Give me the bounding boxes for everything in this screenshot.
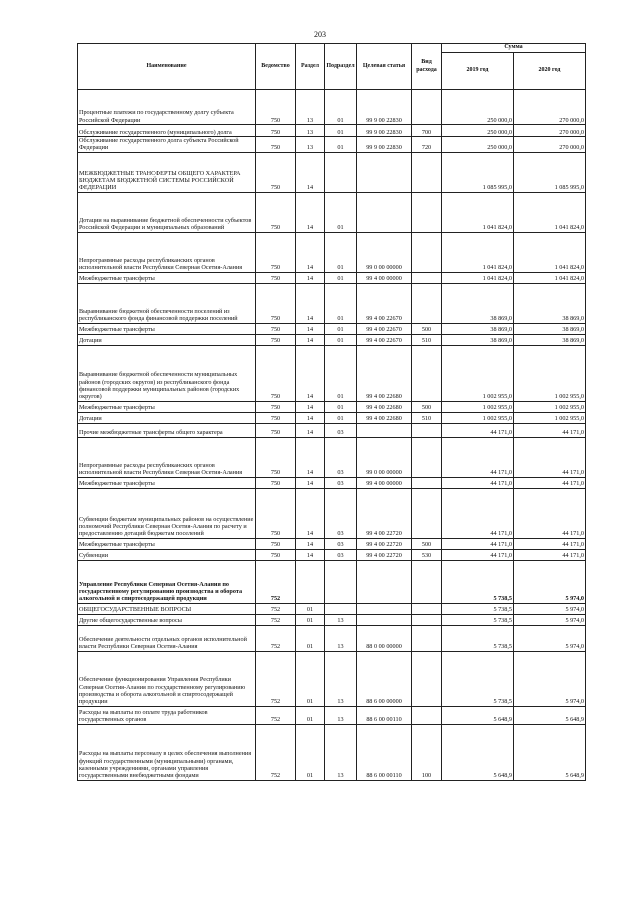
row-name: Непрограммные расходы республиканских органов исполнительной власти Республики Северная Осетия-Алания [78, 232, 256, 272]
row-subsection [325, 603, 357, 614]
row-dept: 750 [256, 477, 296, 488]
row-target: 99 4 00 00000 [357, 272, 412, 283]
row-subsection: 13 [325, 706, 357, 724]
row-name: Субвенции [78, 549, 256, 560]
row-subsection [325, 560, 357, 603]
row-value-2019: 5 738,5 [442, 614, 514, 625]
row-section: 14 [296, 272, 325, 283]
row-value-2020: 44 171,0 [514, 423, 586, 437]
row-dept: 752 [256, 724, 296, 780]
row-value-2019: 250 000,0 [442, 125, 514, 137]
row-value-2019: 250 000,0 [442, 137, 514, 153]
row-name: Дотации [78, 334, 256, 345]
row-name: Управление Республики Северная Осетия-Алания по государственному регулированию производства и оборота алкогольной и спиртосодержащей продукции [78, 560, 256, 603]
row-target: 99 0 00 00000 [357, 437, 412, 477]
row-dept: 750 [256, 232, 296, 272]
row-section: 01 [296, 603, 325, 614]
row-dept: 750 [256, 345, 296, 401]
row-subsection: 03 [325, 437, 357, 477]
row-value-2019: 44 171,0 [442, 538, 514, 549]
row-dept: 750 [256, 152, 296, 192]
header-section: Раздел [296, 44, 325, 90]
row-value-2020: 38 869,0 [514, 283, 586, 323]
row-name: Прочие межбюджетные трансферты общего характера [78, 423, 256, 437]
row-value-2020: 5 648,9 [514, 724, 586, 780]
table-row [78, 614, 586, 625]
row-target [357, 560, 412, 603]
table-row [78, 603, 586, 614]
row-value-2020: 1 002 955,0 [514, 401, 586, 412]
row-name: Дотации [78, 412, 256, 423]
header-target: Целевая статья [357, 44, 412, 90]
table-row [78, 90, 586, 125]
row-value-2020: 1 041 824,0 [514, 232, 586, 272]
row-type: 500 [412, 538, 442, 549]
table-row [78, 283, 586, 323]
row-value-2019: 5 738,5 [442, 560, 514, 603]
row-target: 88 6 00 00110 [357, 706, 412, 724]
row-section: 01 [296, 625, 325, 651]
row-subsection: 03 [325, 477, 357, 488]
row-type [412, 560, 442, 603]
row-section: 13 [296, 125, 325, 137]
row-value-2020: 270 000,0 [514, 125, 586, 137]
row-section: 14 [296, 192, 325, 232]
row-type [412, 345, 442, 401]
row-dept: 750 [256, 272, 296, 283]
header-dept: Ведомство [256, 44, 296, 90]
budget-table [77, 43, 586, 781]
row-subsection: 01 [325, 90, 357, 125]
row-section: 14 [296, 232, 325, 272]
row-section: 14 [296, 401, 325, 412]
row-name: Межбюджетные трансферты [78, 538, 256, 549]
row-dept: 752 [256, 560, 296, 603]
row-target: 88 6 00 00110 [357, 724, 412, 780]
row-subsection: 01 [325, 412, 357, 423]
row-value-2020: 38 869,0 [514, 323, 586, 334]
row-value-2020: 5 974,0 [514, 625, 586, 651]
row-target [357, 192, 412, 232]
row-value-2020: 5 974,0 [514, 603, 586, 614]
row-section: 14 [296, 477, 325, 488]
row-value-2019: 38 869,0 [442, 283, 514, 323]
row-value-2020: 5 974,0 [514, 651, 586, 706]
row-name: Расходы на выплаты по оплате труда работников государственных органов [78, 706, 256, 724]
row-value-2019: 1 002 955,0 [442, 345, 514, 401]
row-subsection [325, 152, 357, 192]
row-value-2019: 1 085 995,0 [442, 152, 514, 192]
row-dept: 750 [256, 283, 296, 323]
row-value-2019: 5 738,5 [442, 625, 514, 651]
row-target: 99 4 00 00000 [357, 477, 412, 488]
row-type: 500 [412, 401, 442, 412]
table-header [78, 44, 586, 90]
row-value-2020: 44 171,0 [514, 437, 586, 477]
row-name: Обеспечение функционирования Управления Республики Северная Осетия-Алания по государственному регулированию производства и оборота алкогольной и спиртосодержащей продукции [78, 651, 256, 706]
table-row [78, 477, 586, 488]
row-section: 14 [296, 283, 325, 323]
row-subsection: 13 [325, 625, 357, 651]
row-target [357, 423, 412, 437]
table-row [78, 192, 586, 232]
row-value-2019: 5 648,9 [442, 724, 514, 780]
row-value-2020: 5 974,0 [514, 560, 586, 603]
row-type [412, 272, 442, 283]
row-target: 99 4 00 22670 [357, 334, 412, 345]
row-dept: 750 [256, 488, 296, 538]
row-name: Другие общегосударственные вопросы [78, 614, 256, 625]
row-section: 14 [296, 538, 325, 549]
row-target [357, 614, 412, 625]
row-section: 01 [296, 706, 325, 724]
header-2019: 2019 год [442, 53, 514, 90]
row-section: 13 [296, 90, 325, 125]
header-subsection: Подраздел [325, 44, 357, 90]
row-type [412, 625, 442, 651]
row-section: 01 [296, 724, 325, 780]
header-sum: Сумма [442, 44, 586, 53]
row-value-2019: 1 041 824,0 [442, 232, 514, 272]
row-target: 99 9 00 22830 [357, 137, 412, 153]
row-type [412, 488, 442, 538]
row-target: 99 4 00 22670 [357, 283, 412, 323]
row-subsection: 13 [325, 651, 357, 706]
row-section: 14 [296, 412, 325, 423]
table-row [78, 323, 586, 334]
table-row [78, 401, 586, 412]
row-subsection: 01 [325, 137, 357, 153]
row-type [412, 437, 442, 477]
row-subsection: 03 [325, 549, 357, 560]
row-name: Обеспечение деятельности отдельных органов исполнительной власти Республики Северная Осетия-Алания [78, 625, 256, 651]
row-dept: 752 [256, 603, 296, 614]
header-type: Вид расхода [412, 44, 442, 90]
row-subsection: 01 [325, 345, 357, 401]
row-subsection: 01 [325, 192, 357, 232]
row-subsection: 03 [325, 423, 357, 437]
row-target: 99 4 00 22680 [357, 401, 412, 412]
table-row [78, 137, 586, 153]
table-row [78, 272, 586, 283]
table-body [78, 90, 586, 781]
row-type: 500 [412, 323, 442, 334]
row-name: Процентные платежи по государственному долгу субъекта Российской Федерации [78, 90, 256, 125]
row-value-2020: 5 648,9 [514, 706, 586, 724]
row-value-2019: 44 171,0 [442, 437, 514, 477]
row-dept: 750 [256, 334, 296, 345]
row-subsection: 01 [325, 323, 357, 334]
row-value-2019: 1 041 824,0 [442, 192, 514, 232]
row-dept: 750 [256, 401, 296, 412]
row-section: 14 [296, 423, 325, 437]
row-type [412, 192, 442, 232]
row-name: Межбюджетные трансферты [78, 477, 256, 488]
row-value-2020: 1 041 824,0 [514, 192, 586, 232]
row-value-2019: 38 869,0 [442, 323, 514, 334]
row-value-2019: 1 002 955,0 [442, 412, 514, 423]
table-row [78, 423, 586, 437]
row-type [412, 614, 442, 625]
header-name: Наименование [78, 44, 256, 90]
table-row [78, 706, 586, 724]
row-type: 720 [412, 137, 442, 153]
table-row [78, 560, 586, 603]
row-subsection: 01 [325, 272, 357, 283]
row-name: Межбюджетные трансферты [78, 401, 256, 412]
row-value-2019: 5 738,5 [442, 603, 514, 614]
row-target: 88 6 00 00000 [357, 651, 412, 706]
row-section: 14 [296, 323, 325, 334]
page-number: 203 [314, 30, 326, 39]
row-value-2020: 44 171,0 [514, 477, 586, 488]
row-dept: 750 [256, 423, 296, 437]
row-type [412, 477, 442, 488]
row-target: 99 4 00 22670 [357, 323, 412, 334]
row-type: 510 [412, 334, 442, 345]
row-name: Выравнивание бюджетной обеспеченности поселений из республиканского фонда финансовой поддержки поселений [78, 283, 256, 323]
row-value-2020: 5 974,0 [514, 614, 586, 625]
row-section: 14 [296, 152, 325, 192]
row-subsection: 01 [325, 334, 357, 345]
row-value-2020: 1 085 995,0 [514, 152, 586, 192]
row-dept: 752 [256, 651, 296, 706]
row-type: 530 [412, 549, 442, 560]
row-dept: 750 [256, 90, 296, 125]
row-value-2019: 44 171,0 [442, 488, 514, 538]
row-value-2020: 44 171,0 [514, 488, 586, 538]
table-row [78, 152, 586, 192]
row-section: 14 [296, 345, 325, 401]
table-row [78, 549, 586, 560]
row-subsection: 03 [325, 488, 357, 538]
row-type: 700 [412, 125, 442, 137]
row-subsection: 03 [325, 538, 357, 549]
table-row [78, 232, 586, 272]
row-subsection: 01 [325, 401, 357, 412]
row-target: 99 0 00 00000 [357, 232, 412, 272]
row-target: 99 9 00 22830 [357, 125, 412, 137]
row-value-2019: 38 869,0 [442, 334, 514, 345]
table-row [78, 334, 586, 345]
row-target: 99 4 00 22680 [357, 345, 412, 401]
row-section: 14 [296, 549, 325, 560]
row-name: Расходы на выплаты персоналу в целях обеспечения выполнения функций государственными (муниципальными) органами, казенными учреждениями, органами управления государственными внебюджетными фондами [78, 724, 256, 780]
row-name: МЕЖБЮДЖЕТНЫЕ ТРАНСФЕРТЫ ОБЩЕГО ХАРАКТЕРА БЮДЖЕТАМ БЮДЖЕТНОЙ СИСТЕМЫ РОССИЙСКОЙ ФЕДЕРАЦИИ [78, 152, 256, 192]
row-dept: 750 [256, 549, 296, 560]
table-row [78, 437, 586, 477]
row-value-2020: 38 869,0 [514, 334, 586, 345]
row-type [412, 603, 442, 614]
header-2020: 2020 год [514, 53, 586, 90]
row-name: Непрограммные расходы республиканских органов исполнительной власти Республики Северная Осетия-Алания [78, 437, 256, 477]
row-value-2019: 44 171,0 [442, 423, 514, 437]
row-dept: 750 [256, 538, 296, 549]
table-row [78, 125, 586, 137]
row-value-2019: 44 171,0 [442, 477, 514, 488]
table-row [78, 625, 586, 651]
row-value-2019: 5 738,5 [442, 651, 514, 706]
row-dept: 752 [256, 614, 296, 625]
row-dept: 750 [256, 437, 296, 477]
row-subsection: 01 [325, 232, 357, 272]
row-dept: 750 [256, 412, 296, 423]
row-type [412, 651, 442, 706]
table-row [78, 651, 586, 706]
row-subsection: 13 [325, 724, 357, 780]
row-type [412, 90, 442, 125]
table-row [78, 724, 586, 780]
row-target [357, 152, 412, 192]
table-row [78, 538, 586, 549]
row-target: 99 4 00 22720 [357, 549, 412, 560]
row-section: 14 [296, 334, 325, 345]
row-dept: 750 [256, 125, 296, 137]
row-name: Субвенции бюджетам муниципальных районов на осуществление полномочий Республики Северная Осетия-Алания по расчету и предоставлению дотаций бюджетам поселений [78, 488, 256, 538]
row-value-2019: 1 002 955,0 [442, 401, 514, 412]
row-name: Обслуживание государственного (муниципального) долга [78, 125, 256, 137]
table-row [78, 488, 586, 538]
row-name: Дотации на выравнивание бюджетной обеспеченности субъектов Российской Федерации и муниципальных образований [78, 192, 256, 232]
row-section [296, 560, 325, 603]
table-row [78, 412, 586, 423]
row-section: 14 [296, 488, 325, 538]
row-target [357, 603, 412, 614]
row-name: ОБЩЕГОСУДАРСТВЕННЫЕ ВОПРОСЫ [78, 603, 256, 614]
row-type [412, 283, 442, 323]
row-section: 13 [296, 137, 325, 153]
row-value-2019: 250 000,0 [442, 90, 514, 125]
row-value-2020: 44 171,0 [514, 538, 586, 549]
row-target: 99 4 00 22720 [357, 488, 412, 538]
row-name: Межбюджетные трансферты [78, 272, 256, 283]
row-value-2020: 1 002 955,0 [514, 345, 586, 401]
row-type [412, 232, 442, 272]
row-dept: 752 [256, 625, 296, 651]
row-value-2020: 1 002 955,0 [514, 412, 586, 423]
row-name: Межбюджетные трансферты [78, 323, 256, 334]
row-type [412, 152, 442, 192]
row-subsection: 01 [325, 283, 357, 323]
row-value-2019: 44 171,0 [442, 549, 514, 560]
row-dept: 750 [256, 137, 296, 153]
row-dept: 750 [256, 323, 296, 334]
row-value-2020: 44 171,0 [514, 549, 586, 560]
row-value-2019: 1 041 824,0 [442, 272, 514, 283]
row-section: 14 [296, 437, 325, 477]
row-target: 99 9 00 22830 [357, 90, 412, 125]
row-target: 99 4 00 22720 [357, 538, 412, 549]
row-type [412, 706, 442, 724]
row-section: 01 [296, 651, 325, 706]
row-dept: 750 [256, 192, 296, 232]
row-value-2019: 5 648,9 [442, 706, 514, 724]
row-dept: 752 [256, 706, 296, 724]
row-section: 01 [296, 614, 325, 625]
row-target: 99 4 00 22680 [357, 412, 412, 423]
table-row [78, 345, 586, 401]
row-value-2020: 270 000,0 [514, 90, 586, 125]
row-subsection: 01 [325, 125, 357, 137]
row-type: 510 [412, 412, 442, 423]
row-name: Обслуживание государственного долга субъекта Российской Федерации [78, 137, 256, 153]
row-subsection: 13 [325, 614, 357, 625]
row-name: Выравнивание бюджетной обеспеченности муниципальных районов (городских округов) из республиканского фонда финансовой поддержки муниципальных районов (городских округов) [78, 345, 256, 401]
row-target: 88 0 00 00000 [357, 625, 412, 651]
row-type: 100 [412, 724, 442, 780]
row-type [412, 423, 442, 437]
row-value-2020: 1 041 824,0 [514, 272, 586, 283]
row-value-2020: 270 000,0 [514, 137, 586, 153]
